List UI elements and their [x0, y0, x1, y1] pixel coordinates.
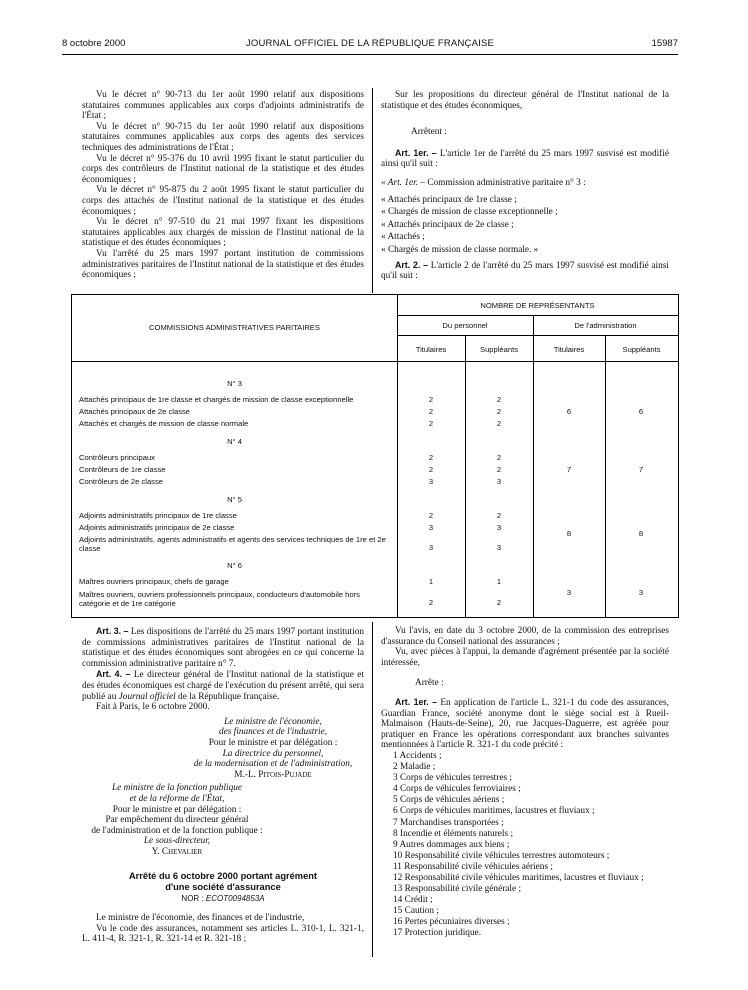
paragraph: Vu, avec pièces à l'appui, la demande d'agrément présentée par la société intéressée, — [381, 647, 669, 668]
article-text: Le directeur général de l'Institut national de la statistique et des études économiques est chargé de l'exécution du présent arrêté, qui sera publié au — [82, 670, 364, 702]
table-row-label: Attachés et chargés de mission de classe normale — [79, 419, 249, 428]
header-title: JOURNAL OFFICIEL DE LA RÉPUBLIQUE FRANÇAISE — [245, 38, 495, 49]
paragraph: Vu l'arrêté du 25 mars 1997 portant institution de commissions administratives paritaires de l'Institut national de la statistique et des études économiques ; — [82, 248, 364, 281]
article-label: Art. 1er. – — [395, 147, 437, 158]
list-item: « Chargés de mission de classe exceptionnelle ; — [381, 207, 558, 218]
paragraph: Vu le code des assurances, notamment ses articles L. 310-1, L. 321-1, L. 411-4, R. 321-1, R. 321-14 et R. 321-18 ; — [82, 923, 364, 945]
right-column-bottom — [381, 626, 669, 940]
paragraph: Vu le décret n° 95-376 du 10 avril 1995 fixant le statut particulier du corps des contrôleurs de l'Institut national de la statistique et des études économiques ; — [82, 153, 364, 185]
nor-label: NOR : — [181, 894, 206, 904]
signature-block-1 — [82, 717, 364, 781]
table-cell: 3 — [428, 543, 434, 552]
list-item: 2 Maladie ; — [393, 762, 436, 773]
list-item: 6 Corps de véhicules maritimes, lacustres et fluviaux ; — [393, 806, 595, 817]
list-item: 13 Responsabilité civile générale ; — [393, 884, 522, 895]
signature-block-2 — [82, 783, 272, 857]
table-cell: 2 — [496, 511, 502, 520]
table-row-label: Contrôleurs principaux — [79, 453, 155, 462]
paragraph: Vu le décret n° 95-875 du 2 août 1995 fixant le statut particulier du corps des attachés de l'Institut national de la statistique et des études économiques ; — [82, 185, 364, 217]
table-row-label: Adjoints administratifs principaux de 2e classe — [79, 523, 235, 532]
article-label: Art. 1er. – — [395, 696, 438, 707]
list-item: 10 Responsabilité civile véhicules terrestres automoteurs ; — [393, 850, 610, 861]
table-cell: 2 — [428, 407, 434, 416]
table-cell: 3 — [428, 477, 434, 486]
table-row-label: Adjoints administratifs, agents administratifs et agents des services techniques de 1re et 2e classe — [79, 535, 386, 553]
table-header-suppleants: Suppléants — [480, 345, 518, 354]
table-divider — [465, 335, 466, 617]
list-item: 7 Marchandises transportées ; — [393, 817, 504, 828]
table-cell: 2 — [496, 407, 502, 416]
table-cell: 7 — [566, 465, 572, 474]
table-cell: 3 — [428, 523, 434, 532]
section-title: N° 4 — [227, 437, 242, 446]
representatives-table — [71, 294, 679, 618]
table-header-personnel: Du personnel — [442, 321, 488, 330]
signature-line: Le ministre de la fonction publique — [111, 783, 243, 794]
table-cell: 8 — [566, 529, 572, 538]
signature-line: de l'administration et de la fonction publique : — [91, 825, 263, 836]
quote-text: Commission administrative paritaire n° 3 : — [427, 177, 586, 188]
table-cell: 2 — [496, 419, 502, 428]
table-header-suppleants: Suppléants — [622, 345, 661, 354]
table-cell: 1 — [428, 577, 434, 586]
signature-line: Le ministre de l'économie, — [224, 716, 322, 727]
branches-list — [381, 751, 669, 940]
list-item: « Attachés ; — [381, 232, 425, 243]
table-row-label: Maîtres ouvriers principaux, chefs de garage — [79, 577, 229, 586]
paragraph: Le ministre de l'économie, des finances et de l'industrie, — [96, 913, 305, 924]
table-cell: 7 — [638, 465, 644, 474]
article-1-agrement — [381, 697, 669, 751]
arrete-heading: Arrête : — [415, 678, 444, 689]
table-row-label: Contrôleurs de 2e classe — [79, 477, 163, 486]
page-header — [62, 38, 678, 52]
article-4 — [82, 669, 364, 702]
table-cell: 2 — [496, 465, 502, 474]
table-cell: 3 — [496, 543, 502, 552]
left-column-top — [82, 90, 364, 281]
paragraph: Vu l'avis, en date du 3 octobre 2000, de la commission des entreprises d'assurance du Conseil national des assurances ; — [381, 626, 669, 647]
header-rule — [62, 54, 678, 55]
fait-a-paris: Fait à Paris, le 6 octobre 2000. — [96, 702, 210, 713]
table-cell: 6 — [566, 407, 572, 416]
article-2 — [381, 260, 669, 282]
quote-label: « Art. 1er. – — [381, 177, 425, 188]
page-number: 15987 — [651, 38, 678, 49]
section-title: N° 6 — [227, 561, 242, 570]
nor-value: ECOT0094853A — [205, 894, 265, 904]
table-header-admin: De l'administration — [574, 321, 637, 330]
article-label: Art. 2. – — [395, 259, 429, 270]
list-item: 5 Corps de véhicules aériens ; — [393, 795, 505, 806]
article-3 — [82, 626, 364, 669]
list-item: 11 Responsabilité civile véhicules aériens ; — [393, 861, 553, 872]
header-date: 8 octobre 2000 — [62, 38, 126, 49]
column-divider — [372, 88, 373, 293]
list-item: « Attachés principaux de 2e classe ; — [381, 219, 514, 230]
paragraph: Vu le décret n° 90-715 du 1er août 1990 relatif aux dispositions statutaires communes applicables aux corps des agents des services techniques des administrations de l'État ; — [82, 121, 364, 153]
signature-line: Le sous-directeur, — [143, 836, 211, 847]
list-item: 9 Autres dommages aux biens ; — [393, 839, 510, 850]
list-item: 16 Pertes pécuniaires diverses ; — [393, 917, 510, 928]
arrete-heading: Arrêtent : — [411, 127, 447, 138]
section-title: N° 3 — [227, 379, 242, 388]
signature-line: de la modernisation et de l'administration, — [193, 759, 353, 770]
table-cell: 6 — [638, 407, 644, 416]
table-header-commissions: COMMISSIONS ADMINISTRATIVES PARITAIRES — [149, 323, 320, 332]
table-divider — [605, 335, 606, 617]
table-row-label: Maîtres ouvriers, ouvriers professionnels principaux, conducteurs d'automobile hors catégorie et de 1re catégorie — [79, 590, 360, 608]
decree-title — [82, 871, 364, 893]
article-label: Art. 4. – — [96, 669, 131, 680]
list-item: 1 Accidents ; — [393, 750, 442, 761]
table-row-label: Attachés principaux de 1re classe et chargés de mission de classe exceptionnelle — [79, 395, 354, 404]
category-list — [381, 195, 669, 256]
table-cell: 2 — [496, 453, 502, 462]
article-text: L'article 2 de l'arrêté du 25 mars 1997 susvisé est modifié ainsi qu'il suit : — [381, 260, 669, 282]
table-row-label: Adjoints administratifs principaux de 1re classe — [79, 511, 237, 520]
article-text: Les dispositions de l'arrêté du 25 mars 1997 portant institution de commissions administratives paritaires de l'Institut national de la statistique et des études économiques sont abrogées en ce qui concerne la commission administrative paritaire n° 7. — [82, 627, 364, 669]
paragraph: Vu le décret n° 97-510 du 21 mai 1997 fixant les dispositions statutaires applicables aux chargés de mission de l'Institut national de la statistique et des études économiques ; — [82, 217, 364, 249]
table-header-nombre: NOMBRE DE REPRÉSENTANTS — [480, 301, 595, 310]
left-column-bottom — [82, 626, 364, 945]
table-cell: 1 — [496, 577, 502, 586]
table-cell: 3 — [496, 477, 502, 486]
table-cell: 2 — [428, 598, 434, 607]
article-text: de la République française. — [175, 691, 280, 702]
table-cell: 8 — [638, 529, 644, 538]
article-1 — [381, 148, 669, 170]
table-cell: 2 — [496, 598, 502, 607]
nor-reference — [82, 894, 364, 905]
table-header-titulaires: Titulaires — [415, 345, 447, 354]
table-rule — [397, 335, 678, 336]
list-item: 3 Corps de véhicules terrestres ; — [393, 773, 513, 784]
signature-line: et de la réforme de l'État, — [129, 793, 225, 804]
list-item: « Attachés principaux de 1re classe ; — [381, 194, 517, 205]
decree-title-line: Arrêté du 6 octobre 2000 portant agrément — [128, 871, 318, 882]
signatory-name: M.-L. Pitois-Pujade — [234, 769, 312, 780]
table-header-titulaires: Titulaires — [553, 345, 585, 354]
list-item: 12 Responsabilité civile véhicules maritimes, lacustres et fluviaux ; — [393, 872, 644, 883]
signature-line: La directrice du personnel, — [222, 748, 324, 759]
table-cell: 2 — [428, 395, 434, 404]
article-text: En application de l'article L. 321-1 du code des assurances, Guardian France, société anonyme dont le siège social est à Rueil-Malmaison (Hauts-de-Seine), 20, rue Jacques-Daguerre, est agréée pour pratiquer en France les opérations correspondant aux branches suivantes mentionnées à l'article R. 321-1 du code précité : — [381, 697, 669, 751]
article-text: L'article 1er de l'arrêté du 25 mars 1997 susvisé est modifié ainsi qu'il suit : — [381, 148, 669, 170]
table-rule — [397, 315, 678, 316]
paragraph: Sur les propositions du directeur général de l'Institut national de la statistique et des études économiques, — [381, 90, 669, 111]
table-cell: 2 — [496, 395, 502, 404]
decree-title-line: d'une société d'assurance — [165, 882, 281, 893]
table-cell: 3 — [638, 588, 644, 597]
column-divider — [372, 622, 373, 957]
table-cell: 2 — [428, 465, 434, 474]
journal-name: Journal officiel — [118, 691, 176, 702]
right-column-top — [381, 90, 669, 282]
signatory-name: Y. Chevalier — [151, 846, 203, 857]
signature-line: des finances et de l'industrie, — [218, 727, 328, 738]
list-item: 8 Incendie et éléments naturels ; — [393, 828, 514, 839]
table-rule — [72, 361, 678, 362]
list-item: 4 Corps de véhicules ferroviaires ; — [393, 784, 521, 795]
signature-line: Par empêchement du directeur général — [105, 815, 249, 826]
paragraph: Vu le décret n° 90-713 du 1er août 1990 relatif aux dispositions statutaires communes applicables aux corps d'adjoints administratifs de l'État ; — [82, 90, 364, 122]
table-row-label: Attachés principaux de 2e classe — [79, 407, 191, 416]
table-row-label: Contrôleurs de 1re classe — [79, 465, 166, 474]
section-title: N° 5 — [227, 495, 242, 504]
table-divider — [397, 295, 398, 617]
table-cell: 2 — [428, 453, 434, 462]
list-item: « Chargés de mission de classe normale. » — [381, 244, 539, 255]
table-cell: 2 — [428, 419, 434, 428]
article-label: Art. 3. – — [96, 626, 129, 636]
list-item: 14 Crédit ; — [393, 895, 433, 906]
list-item: 15 Caution ; — [393, 906, 439, 917]
table-cell: 3 — [566, 588, 572, 597]
list-item: 17 Protection juridique. — [393, 928, 482, 939]
signature-line: Pour le ministre et par délégation : — [208, 737, 338, 748]
table-cell: 2 — [428, 511, 434, 520]
table-cell: 3 — [496, 523, 502, 532]
signature-line: Pour le ministre et par délégation : — [112, 804, 242, 815]
quote-article — [381, 178, 669, 189]
